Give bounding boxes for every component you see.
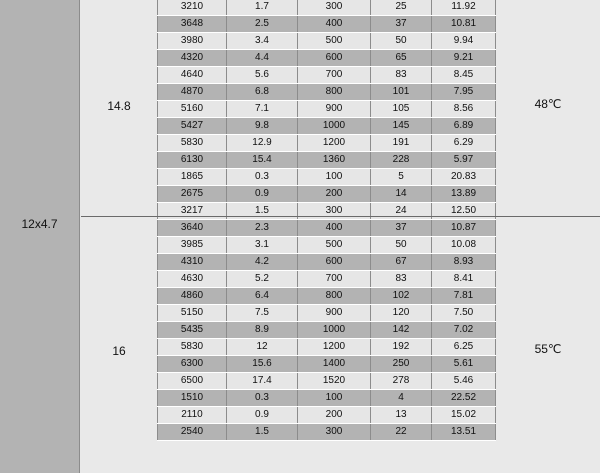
table-row (157, 101, 496, 118)
table-cell: 500 (298, 33, 371, 49)
table-cell: 300 (298, 424, 371, 440)
temperature-column (496, 0, 600, 473)
table-cell: 12 (227, 339, 298, 355)
table-cell: 8.93 (432, 254, 496, 270)
table-cell: 2.3 (227, 220, 298, 236)
table-cell: 11.92 (432, 0, 496, 15)
table-cell: 2675 (157, 186, 227, 202)
table-row (157, 305, 496, 322)
table-cell: 12.50 (432, 203, 496, 219)
table-cell: 9.94 (432, 33, 496, 49)
table-cell: 0.3 (227, 390, 298, 406)
table-row (157, 271, 496, 288)
table-cell: 5 (371, 169, 432, 185)
table-cell: 4 (371, 390, 432, 406)
table-cell: 15.02 (432, 407, 496, 423)
temperature-label-group-1: 48℃ (534, 97, 562, 111)
table-cell: 400 (298, 220, 371, 236)
table-cell: 8.45 (432, 67, 496, 83)
table-cell: 13.89 (432, 186, 496, 202)
table-cell: 9.21 (432, 50, 496, 66)
table-row (157, 16, 496, 33)
table-cell: 6.4 (227, 288, 298, 304)
table-cell: 900 (298, 101, 371, 117)
table-row (157, 118, 496, 135)
table-cell: 4320 (157, 50, 227, 66)
table-cell: 5.2 (227, 271, 298, 287)
table-cell: 500 (298, 237, 371, 253)
table-cell: 4630 (157, 271, 227, 287)
table-cell: 1200 (298, 339, 371, 355)
table-cell: 2.5 (227, 16, 298, 32)
table-cell: 7.5 (227, 305, 298, 321)
table-cell: 200 (298, 186, 371, 202)
table-cell: 3640 (157, 220, 227, 236)
table-cell: 102 (371, 288, 432, 304)
table-row (157, 356, 496, 373)
table-cell: 1360 (298, 152, 371, 168)
table-cell: 300 (298, 203, 371, 219)
table-cell: 65 (371, 50, 432, 66)
table-cell: 6.89 (432, 118, 496, 134)
table-cell: 2110 (157, 407, 227, 423)
table-cell: 7.50 (432, 305, 496, 321)
table-cell: 1.5 (227, 203, 298, 219)
temperature-label-group-2: 55℃ (534, 342, 562, 356)
table-cell: 20.83 (432, 169, 496, 185)
table-cell: 100 (298, 390, 371, 406)
table-row (157, 373, 496, 390)
table-cell: 101 (371, 84, 432, 100)
table-cell: 37 (371, 16, 432, 32)
table-cell: 14 (371, 186, 432, 202)
table-cell: 0.9 (227, 407, 298, 423)
model-column (0, 0, 80, 473)
table-cell: 800 (298, 84, 371, 100)
table-cell: 700 (298, 67, 371, 83)
table-cell: 5150 (157, 305, 227, 321)
table-cell: 6.8 (227, 84, 298, 100)
table-row (157, 33, 496, 50)
table-cell: 8.9 (227, 322, 298, 338)
table-cell: 15.6 (227, 356, 298, 372)
table-cell: 4310 (157, 254, 227, 270)
table-row (157, 220, 496, 237)
table-cell: 4.4 (227, 50, 298, 66)
table-cell: 900 (298, 305, 371, 321)
table-row (157, 84, 496, 101)
table-cell: 5.46 (432, 373, 496, 389)
table-cell: 83 (371, 271, 432, 287)
table-cell: 3980 (157, 33, 227, 49)
table-row (157, 135, 496, 152)
table-cell: 50 (371, 237, 432, 253)
power-column (81, 0, 157, 473)
table-cell: 6130 (157, 152, 227, 168)
table-cell: 1200 (298, 135, 371, 151)
table-cell: 300 (298, 0, 371, 15)
table-cell: 600 (298, 50, 371, 66)
table-cell: 191 (371, 135, 432, 151)
table-cell: 12.9 (227, 135, 298, 151)
table-cell: 50 (371, 33, 432, 49)
table-cell: 7.81 (432, 288, 496, 304)
table-cell: 5435 (157, 322, 227, 338)
table-row (157, 424, 496, 441)
table-cell: 1865 (157, 169, 227, 185)
table-cell: 1.5 (227, 424, 298, 440)
table-cell: 3217 (157, 203, 227, 219)
table-row (157, 254, 496, 271)
table-cell: 3985 (157, 237, 227, 253)
table-cell: 10.87 (432, 220, 496, 236)
table-cell: 250 (371, 356, 432, 372)
table-cell: 100 (298, 169, 371, 185)
table-cell: 7.1 (227, 101, 298, 117)
table-cell: 5427 (157, 118, 227, 134)
table-cell: 228 (371, 152, 432, 168)
table-cell: 120 (371, 305, 432, 321)
table-cell: 5.61 (432, 356, 496, 372)
model-label: 12x4.7 (21, 217, 58, 231)
table-cell: 200 (298, 407, 371, 423)
table-row (157, 203, 496, 220)
table-cell: 2540 (157, 424, 227, 440)
table-cell: 5830 (157, 135, 227, 151)
table-cell: 7.02 (432, 322, 496, 338)
table-cell: 0.9 (227, 186, 298, 202)
table-cell: 17.4 (227, 373, 298, 389)
table-cell: 10.81 (432, 16, 496, 32)
table-cell: 3210 (157, 0, 227, 15)
table-cell: 105 (371, 101, 432, 117)
table-cell: 9.8 (227, 118, 298, 134)
table-cell: 278 (371, 373, 432, 389)
table-cell: 83 (371, 67, 432, 83)
table-cell: 700 (298, 271, 371, 287)
table-row (157, 407, 496, 424)
table-cell: 5830 (157, 339, 227, 355)
table-cell: 8.41 (432, 271, 496, 287)
table-row (157, 322, 496, 339)
table-cell: 1.7 (227, 0, 298, 15)
table-cell: 400 (298, 16, 371, 32)
table-cell: 4.2 (227, 254, 298, 270)
table-cell: 145 (371, 118, 432, 134)
table-cell: 3.4 (227, 33, 298, 49)
data-grid (157, 0, 496, 441)
table-cell: 22 (371, 424, 432, 440)
table-cell: 37 (371, 220, 432, 236)
table-cell: 25 (371, 0, 432, 15)
table-cell: 22.52 (432, 390, 496, 406)
table-cell: 6300 (157, 356, 227, 372)
table-row (157, 288, 496, 305)
table-row (157, 152, 496, 169)
table-cell: 3648 (157, 16, 227, 32)
table-row (157, 390, 496, 407)
table-cell: 6.29 (432, 135, 496, 151)
table-cell: 192 (371, 339, 432, 355)
table-cell: 800 (298, 288, 371, 304)
group-divider (81, 216, 600, 217)
table-cell: 6.25 (432, 339, 496, 355)
table-cell: 15.4 (227, 152, 298, 168)
table-cell: 7.95 (432, 84, 496, 100)
table-cell: 4640 (157, 67, 227, 83)
table-row (157, 339, 496, 356)
table-cell: 1000 (298, 118, 371, 134)
table-cell: 13.51 (432, 424, 496, 440)
table-cell: 6500 (157, 373, 227, 389)
table-cell: 5.6 (227, 67, 298, 83)
table-cell: 142 (371, 322, 432, 338)
power-label-group-1: 14.8 (107, 99, 131, 113)
table-row (157, 169, 496, 186)
table-cell: 24 (371, 203, 432, 219)
table-cell: 5.97 (432, 152, 496, 168)
table-cell: 10.08 (432, 237, 496, 253)
table-cell: 4860 (157, 288, 227, 304)
table-row (157, 0, 496, 16)
table-cell: 0.3 (227, 169, 298, 185)
table-row (157, 186, 496, 203)
table-cell: 8.56 (432, 101, 496, 117)
table-cell: 600 (298, 254, 371, 270)
table-cell: 1000 (298, 322, 371, 338)
table-row (157, 50, 496, 67)
table-cell: 13 (371, 407, 432, 423)
table-cell: 3.1 (227, 237, 298, 253)
table-cell: 67 (371, 254, 432, 270)
table-row (157, 237, 496, 254)
table-row (157, 67, 496, 84)
table-cell: 5160 (157, 101, 227, 117)
table-cell: 1400 (298, 356, 371, 372)
power-label-group-2: 16 (112, 344, 126, 358)
table-cell: 1520 (298, 373, 371, 389)
table-cell: 4870 (157, 84, 227, 100)
table-cell: 1510 (157, 390, 227, 406)
